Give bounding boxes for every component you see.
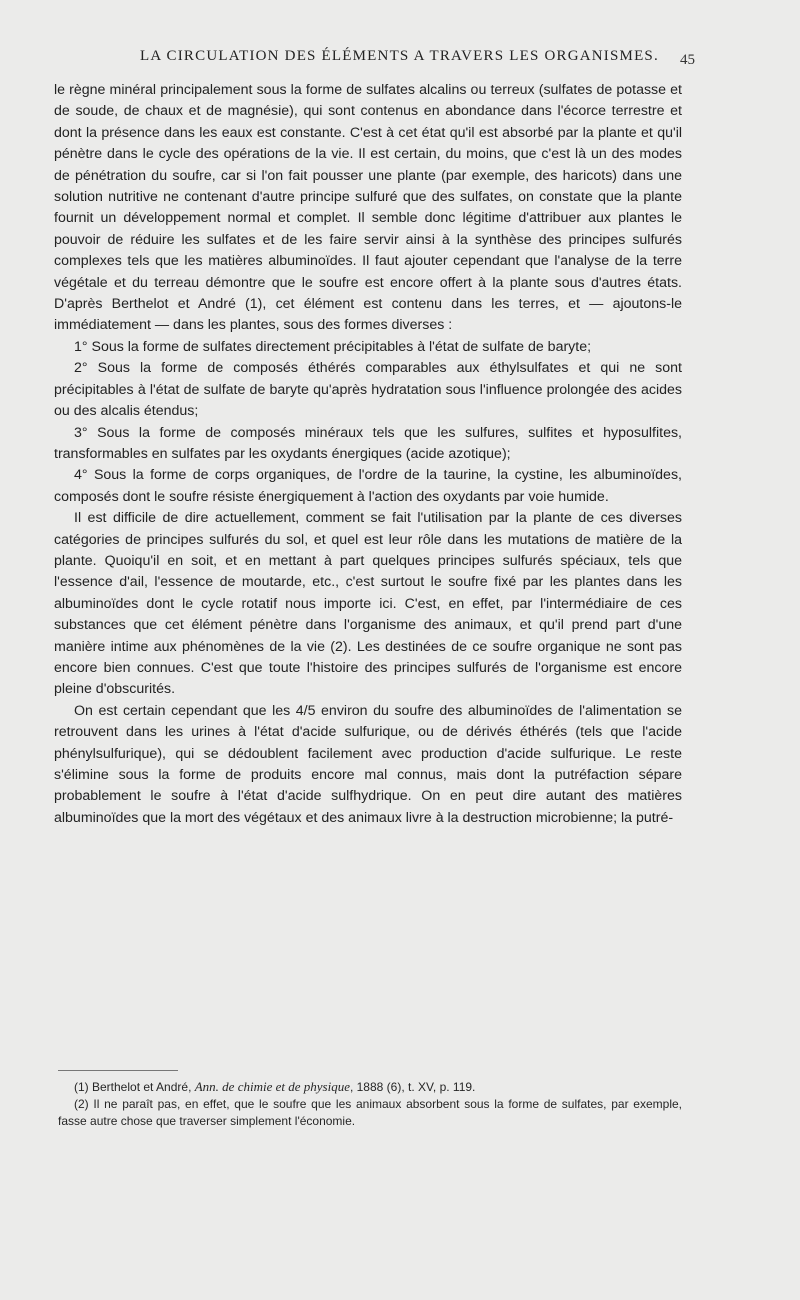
footnote-1	[58, 1078, 682, 1096]
footnote-1-suffix: , 1888 (6), t. XV, p. 119.	[349, 1080, 476, 1094]
paragraph: le règne minéral principalement sous la forme de sulfates alcalins ou terreux (sulfates de potasse et de soude, de chaux et de magnésie), qui sont contenus en abondance dans l'écorce terrestre et dont la présence dans les eaux est constante. C'est à cet état qu'il est absorbé par la plante et qu'il pénètre dans le cycle des opérations de la vie. Il est certain, du moins, que c'est là un des modes de pénétration du soufre, car si l'on fait pousser une plante (par exemple, des haricots) dans une solution nutritive ne contenant d'autre principe sulfuré que des sulfates, on constate que la plante fournit un développement normal et complet. Il semble donc légitime d'attribuer aux plantes le pouvoir de réduire les sulfates et de les faire servir ainsi à la synthèse des principes sulfurés complexes tels que les matières albuminoïdes. Il faut ajouter cependant que l'analyse de la terre végétale et du terreau démontre que le soufre est encore offert à la plante sous d'autres états. D'après Berthelot et André (1), cet élément est contenu dans les terres, et — ajoutons-le immédiatement — dans les plantes, sous des formes diverses :	[54, 82, 682, 334]
footnotes	[58, 1078, 682, 1130]
paragraph: On est certain cependant que les 4/5 environ du soufre des albuminoïdes de l'alimentation se retrouvent dans les urines à l'état d'acide sulfurique, ou de dérivés éthérés (tels que l'acide phénylsulfurique), qui se dédoublent facilement avec production d'acide sulfurique. Le reste s'élimine sous la forme de produits encore mal connus, mais dont la putréfaction sépare probablement le soufre à l'état d'acide sulfhydrique. On en peut dire autant des matières albuminoïdes que la mort des végétaux et des animaux livre à la destruction microbienne; la putré-	[54, 702, 682, 826]
footnote-2: (2) Il ne paraît pas, en effet, que le soufre que les animaux absorbent sous la forme de sulfates, par exemple, fasse autre chose que traverser simplement l'économie.	[58, 1097, 682, 1128]
footnote-1-prefix: (1) Berthelot et André,	[74, 1080, 195, 1094]
list-item-1: 1° Sous la forme de sulfates directement précipitables à l'état de sulfate de baryte;	[74, 338, 592, 355]
list-item-2: 2° Sous la forme de composés éthérés comparables aux éthylsulfates et qui ne sont précipitables à l'état de sulfate de baryte qu'après hydratation sous l'influence prolongée des acides ou des alcalis étendus;	[54, 360, 682, 420]
page-header	[0, 48, 800, 78]
footnote-1-journal: Ann. de chimie et de physique	[194, 1079, 350, 1094]
list-item-3: 3° Sous la forme de composés minéraux tels que les sulfures, sulfites et hyposulfites, transformables en sulfates par les oxydants énergiques (acide azotique);	[54, 424, 682, 462]
list-item-4: 4° Sous la forme de corps organiques, de l'ordre de la taurine, la cystine, les albuminoïdes, composés dont le soufre résiste énergiquement à l'action des oxydants par voie humide.	[54, 467, 682, 505]
body-text	[54, 80, 682, 829]
running-title: LA CIRCULATION DES ÉLÉMENTS A TRAVERS LES ORGANISMES.	[140, 48, 659, 64]
paragraph: Il est difficile de dire actuellement, comment se fait l'utilisation par la plante de ces diverses catégories de principes sulfurés du sol, et quel est leur rôle dans les mutations de matière de la plante. Quoiqu'il en soit, et en mettant à part quelques principes sulfurés spéciaux, tels que l'essence d'ail, l'essence de moutarde, etc., c'est surtout le soufre fixé par les plantes dans les albuminoïdes dont le cycle rotatif nous importe ici. C'est, en effet, par l'intermédiaire de ces substances que cet élément pénètre dans l'organisme des animaux, et qu'il prend part d'une manière intime aux phénomènes de la vie (2). Les destinées de ce soufre organique ne sont pas encore bien connues. C'est que toute l'histoire des principes sulfurés de l'organisme est encore pleine d'obscurités.	[54, 510, 682, 698]
footnote-divider	[58, 1070, 178, 1071]
page-number: 45	[680, 52, 695, 68]
